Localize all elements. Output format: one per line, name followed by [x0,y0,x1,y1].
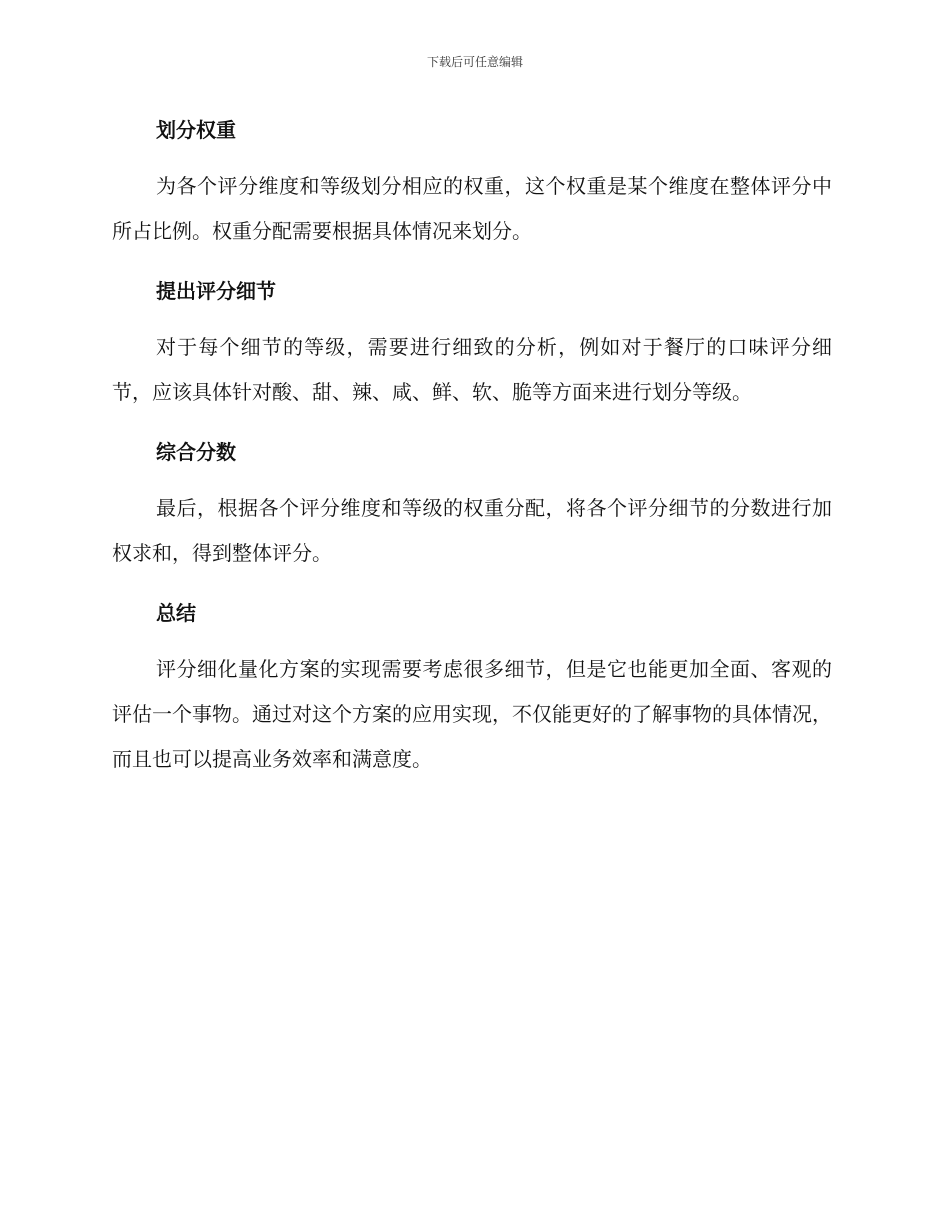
page-header: 下载后可任意编辑 [426,55,523,69]
section-paragraph: 为各个评分维度和等级划分相应的权重，这个权重是某个维度在整体评分中所占比例。权重分配需要根据具体情况来划分。 [112,174,832,243]
section-heading: 提出评分细节 [156,279,276,303]
document-body [112,108,832,797]
section-details [112,269,832,415]
section-heading: 总结 [156,601,196,625]
section-summary [112,591,832,782]
section-paragraph: 对于每个细节的等级，需要进行细致的分析，例如对于餐厅的口味评分细节，应该具体针对酸、甜、辣、咸、鲜、软、脆等方面来进行划分等级。 [112,335,832,404]
section-weights [112,108,832,254]
section-total-score [112,430,832,576]
section-paragraph: 评分细化量化方案的实现需要考虑很多细节，但是它也能更加全面、客观的评估一个事物。通过对这个方案的应用实现，不仅能更好的了解事物的具体情况，而且也可以提高业务效率和满意度。 [112,657,832,771]
section-paragraph: 最后，根据各个评分维度和等级的权重分配，将各个评分细节的分数进行加权求和，得到整体评分。 [112,496,832,565]
section-heading: 划分权重 [156,118,236,142]
section-heading: 综合分数 [156,440,236,464]
